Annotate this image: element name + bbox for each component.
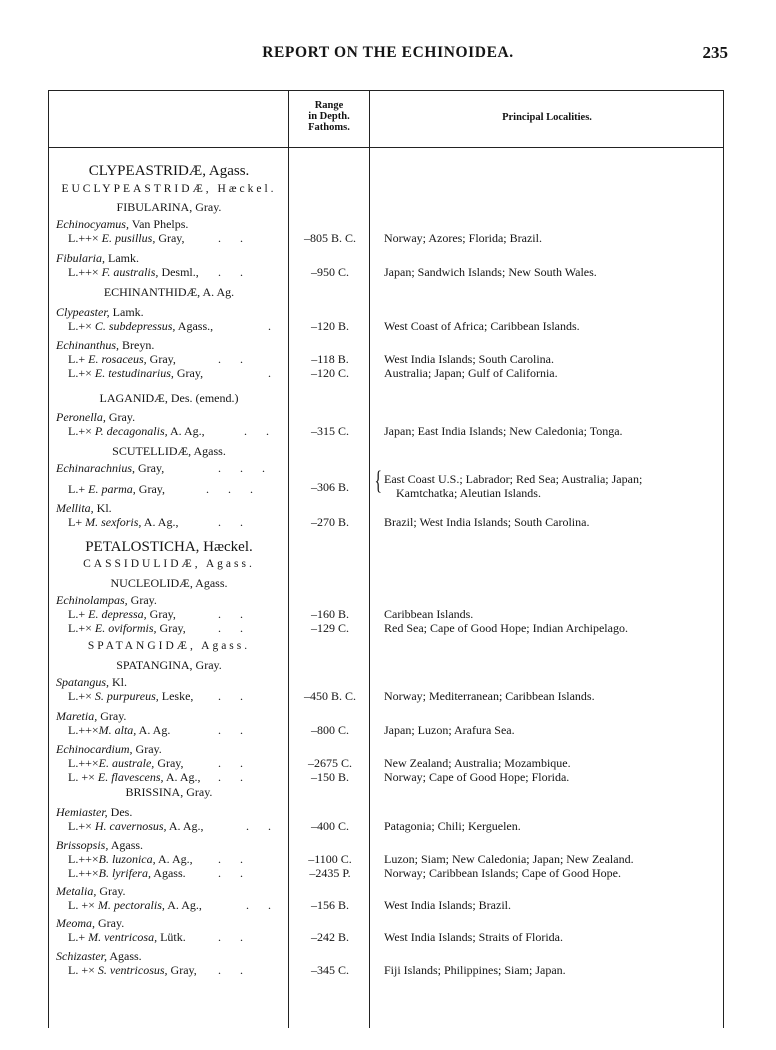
genus-entry <box>56 675 127 690</box>
leader-dots: . <box>268 319 279 333</box>
genus-author: Van Phelps. <box>128 217 189 231</box>
leader-dots: . <box>268 366 279 380</box>
page-number: 235 <box>702 43 728 62</box>
depth-value: –400 C. <box>310 819 349 833</box>
species-prefix: L.+× <box>68 424 95 438</box>
species-name: H. cavernosus, <box>94 819 167 833</box>
species-prefix: L.++× <box>68 723 99 737</box>
depth-value: –242 B. <box>310 930 349 944</box>
range-line-1: Range <box>314 100 344 111</box>
genus-author: Gray. <box>127 593 157 607</box>
depth-value: –450 B. C. <box>303 689 356 703</box>
locality-text: Red Sea; Cape of Good Hope; Indian Archipelago. <box>384 621 628 635</box>
species-entry <box>68 319 213 334</box>
species-author: A. Ag., <box>163 770 201 784</box>
species-entry <box>68 482 165 497</box>
genus-name: Mellita, <box>56 501 94 515</box>
column-header-range <box>290 100 368 133</box>
genus-author: Gray. <box>105 410 136 424</box>
genus-name: Fibularia, <box>56 251 106 265</box>
species-entry <box>68 756 184 771</box>
species-author: Agass. <box>150 866 186 880</box>
depth-value: –2675 C. <box>307 756 352 770</box>
locality-text: Brazil; West India Islands; South Carolina. <box>384 515 590 529</box>
genus-entry <box>56 305 144 320</box>
species-name: B. luzonica, <box>98 852 156 866</box>
leader-dots: . . <box>218 515 251 529</box>
species-prefix: L.++× <box>68 852 99 866</box>
species-author: Gray, <box>146 607 176 621</box>
species-author: Gray, <box>154 756 184 770</box>
family-heading: NUCLEOLIDÆ, Agass. <box>110 576 228 590</box>
leader-dots: . . <box>218 756 251 770</box>
depth-value: –805 B. C. <box>303 231 356 245</box>
species-entry <box>68 352 176 367</box>
genus-entry <box>56 709 126 724</box>
leader-dots: . . <box>218 930 251 944</box>
species-name: E. parma, <box>88 482 136 496</box>
depth-value: –120 B. <box>310 319 349 333</box>
genus-entry <box>56 410 135 425</box>
species-name: E. oviformis, <box>94 621 157 635</box>
locality-text: West India Islands; Brazil. <box>384 898 512 912</box>
species-name: E. pusillus, <box>101 231 156 245</box>
species-name: E. depressa, <box>88 607 147 621</box>
species-entry <box>68 898 202 913</box>
genus-author: Gray. <box>132 742 162 756</box>
locality-text: Luzon; Siam; New Caledonia; Japan; New Zealand. <box>384 852 634 866</box>
species-prefix: L.++× <box>68 265 102 279</box>
species-entry <box>68 621 186 636</box>
species-entry <box>68 689 193 704</box>
species-prefix: L.+ <box>68 607 89 621</box>
genus-name: Echinocyamus, <box>56 217 129 231</box>
genus-entry <box>56 593 157 608</box>
species-entry <box>68 265 199 280</box>
species-author: A. Ag., <box>155 852 193 866</box>
locality-text: Norway; Mediterranean; Caribbean Islands. <box>384 689 595 703</box>
locality-text: West India Islands; Straits of Florida. <box>384 930 564 944</box>
species-name: E. rosaceus, <box>88 352 147 366</box>
family-heading: BRISSINA, Gray. <box>125 785 213 799</box>
species-entry <box>68 930 186 945</box>
species-prefix: L.++× <box>68 866 99 880</box>
depth-value: –160 B. <box>310 607 349 621</box>
species-name: P. decagonalis, <box>94 424 168 438</box>
species-entry <box>68 723 170 738</box>
species-name: C. subdepressus, <box>94 319 176 333</box>
genus-entry <box>56 884 126 899</box>
locality-text: Japan; East India Islands; New Caledonia; Tonga. <box>384 424 623 438</box>
depth-value: –129 C. <box>310 621 349 635</box>
species-entry <box>68 770 201 785</box>
species-name: B. lyrifera, <box>98 866 151 880</box>
leader-dots: . . <box>246 898 279 912</box>
genus-author: Agass. <box>107 949 142 963</box>
genus-author: Lamk. <box>105 251 140 265</box>
species-author: Agass., <box>175 319 214 333</box>
locality-text: Japan; Luzon; Arafura Sea. <box>384 723 515 737</box>
genus-name: Echinolampas, <box>56 593 128 607</box>
family-heading: CASSIDULIDÆ, Agass. <box>83 558 255 570</box>
species-name: E. testudinarius, <box>94 366 174 380</box>
species-author: Leske, <box>158 689 194 703</box>
genus-name: Meoma, <box>56 916 95 930</box>
leader-dots: . . . <box>218 461 273 475</box>
genus-author: Kl. <box>109 675 128 689</box>
family-heading: ECHINANTHIDÆ, A. Ag. <box>103 285 235 299</box>
species-entry <box>68 852 193 867</box>
depth-value: –345 C. <box>310 963 349 977</box>
column-header-localities: Principal Localities. <box>502 112 592 123</box>
family-heading: FIBULARINA, Gray. <box>116 200 222 214</box>
family-heading: EUCLYPEASTRIDÆ, Hæckel. <box>61 183 277 195</box>
depth-value: –1100 C. <box>308 852 352 866</box>
species-prefix: L+ <box>68 515 86 529</box>
species-prefix: L.++× <box>68 756 99 770</box>
depth-value: –156 B. <box>310 898 349 912</box>
leader-dots: . . <box>218 689 251 703</box>
species-entry <box>68 963 197 978</box>
locality-text: East Coast U.S.; Labrador; Red Sea; Australia; Japan; <box>384 472 643 486</box>
depth-value: –150 B. <box>310 770 349 784</box>
genus-name: Hemiaster, <box>56 805 108 819</box>
locality-text: Japan; Sandwich Islands; New South Wales. <box>384 265 597 279</box>
genus-entry <box>56 217 188 232</box>
species-entry <box>68 607 176 622</box>
locality-text: Australia; Japan; Gulf of California. <box>384 366 558 380</box>
species-name: F. australis, <box>101 265 159 279</box>
genus-entry <box>56 838 143 853</box>
genus-author: Des. <box>107 805 133 819</box>
leader-dots: . . <box>218 963 251 977</box>
genus-author: Kl. <box>93 501 112 515</box>
genus-name: Spatangus, <box>56 675 110 689</box>
locality-text: Norway; Caribbean Islands; Cape of Good Hope. <box>384 866 621 880</box>
genus-entry <box>56 251 139 266</box>
locality-text: Norway; Azores; Florida; Brazil. <box>384 231 542 245</box>
genus-entry <box>56 501 112 516</box>
species-author: Gray, <box>135 482 165 496</box>
family-heading: CLYPEASTRIDÆ, Agass. <box>88 163 250 179</box>
leader-dots: . . <box>218 866 251 880</box>
locality-text: Kamtchatka; Aleutian Islands. <box>396 486 541 500</box>
species-prefix: L.+× <box>68 366 95 380</box>
genus-author: Lamk. <box>109 305 144 319</box>
genus-name: Peronella, <box>56 410 106 424</box>
genus-name: Echinarachnius, <box>56 461 135 475</box>
species-name: E. flavescens, <box>97 770 164 784</box>
genus-author: Gray. <box>96 884 126 898</box>
species-entry <box>68 366 203 381</box>
genus-entry <box>56 742 162 757</box>
genus-entry <box>56 338 154 353</box>
genus-entry <box>56 805 132 820</box>
leader-dots: . . <box>218 770 251 784</box>
genus-name: Clypeaster, <box>56 305 110 319</box>
genus-name: Schizaster, <box>56 949 107 963</box>
genus-author: Gray, <box>135 461 165 475</box>
depth-value: –118 B. <box>311 352 349 366</box>
species-name: E. australe, <box>98 756 155 770</box>
species-entry <box>68 819 204 834</box>
genus-entry <box>56 916 124 931</box>
species-prefix: L. +× <box>68 770 98 784</box>
family-heading: SCUTELLIDÆ, Agass. <box>112 444 226 458</box>
species-entry <box>68 231 185 246</box>
locality-text: West India Islands; South Carolina. <box>384 352 555 366</box>
species-author: A. Ag., <box>166 819 204 833</box>
depth-value: –800 C. <box>310 723 349 737</box>
species-entry <box>68 424 205 439</box>
family-heading: PETALOSTICHA, Hæckel. <box>85 539 253 555</box>
species-prefix: L.+× <box>68 621 95 635</box>
range-line-3: Fathoms. <box>308 122 350 133</box>
species-author: A. Ag., <box>164 898 202 912</box>
species-author: Gray, <box>173 366 204 380</box>
depth-value: –2435 P. <box>309 866 351 880</box>
leader-dots: . . <box>218 607 251 621</box>
brace-mark: { <box>374 466 382 495</box>
genus-entry <box>56 461 164 476</box>
running-header: REPORT ON THE ECHINOIDEA. <box>262 44 514 61</box>
species-prefix: L.+× <box>68 319 95 333</box>
family-heading: LAGANIDÆ, Des. (emend.) <box>99 391 239 405</box>
genus-author: Gray. <box>95 916 125 930</box>
species-author: Gray, <box>155 231 185 245</box>
leader-dots: . . <box>218 621 251 635</box>
leader-dots: . . <box>244 424 277 438</box>
locality-text: Fiji Islands; Philippines; Siam; Japan. <box>384 963 566 977</box>
species-author: Gray, <box>167 963 197 977</box>
species-prefix: L.+× <box>68 819 95 833</box>
genus-author: Agass. <box>108 838 144 852</box>
species-author: A. Ag., <box>141 515 179 529</box>
header-rule <box>48 147 724 148</box>
locality-text: Caribbean Islands. <box>384 607 474 621</box>
locality-text: New Zealand; Australia; Mozambique. <box>384 756 571 770</box>
range-line-2: in Depth. <box>308 111 350 122</box>
species-entry <box>68 515 178 530</box>
species-author: Lütk. <box>157 930 186 944</box>
species-prefix: L.+× <box>68 689 95 703</box>
species-name: M. alta, <box>98 723 137 737</box>
species-author: Gray, <box>146 352 176 366</box>
genus-author: Gray. <box>97 709 127 723</box>
species-prefix: L. +× <box>68 963 98 977</box>
genus-name: Maretia, <box>56 709 98 723</box>
species-prefix: L. +× <box>68 898 98 912</box>
leader-dots: . . <box>218 852 251 866</box>
species-prefix: L.+ <box>68 482 89 496</box>
family-heading: SPATANGIDÆ, Agass. <box>87 640 251 652</box>
family-heading: SPATANGINA, Gray. <box>116 658 222 672</box>
species-author: Desml., <box>158 265 199 279</box>
species-prefix: L.+ <box>68 930 89 944</box>
species-prefix: L.++× <box>68 231 102 245</box>
genus-name: Metalia, <box>56 884 97 898</box>
species-author: Gray, <box>156 621 186 635</box>
species-author: A. Ag., <box>167 424 205 438</box>
species-entry <box>68 866 186 881</box>
species-name: M. ventricosa, <box>88 930 158 944</box>
column-divider-depth <box>288 90 289 1028</box>
genus-name: Echinocardium, <box>56 742 133 756</box>
depth-value: –950 C. <box>310 265 349 279</box>
locality-text: West Coast of Africa; Caribbean Islands. <box>384 319 580 333</box>
column-divider-localities <box>369 90 370 1028</box>
genus-name: Echinanthus, <box>56 338 119 352</box>
depth-value: –315 C. <box>310 424 349 438</box>
genus-name: Brissopsis, <box>56 838 109 852</box>
leader-dots: . . <box>246 819 279 833</box>
genus-author: Breyn. <box>119 338 155 352</box>
leader-dots: . . . <box>206 482 261 496</box>
locality-text: Patagonia; Chili; Kerguelen. <box>384 819 521 833</box>
depth-value: –270 B. <box>310 515 349 529</box>
locality-text: Norway; Cape of Good Hope; Florida. <box>384 770 570 784</box>
genus-entry <box>56 949 142 964</box>
species-author: A. Ag. <box>136 723 171 737</box>
species-name: M. pectoralis, <box>97 898 165 912</box>
leader-dots: . . <box>218 231 251 245</box>
species-name: M. sexforis, <box>85 515 142 529</box>
leader-dots: . . <box>218 265 251 279</box>
leader-dots: . . <box>218 352 251 366</box>
species-prefix: L.+ <box>68 352 89 366</box>
leader-dots: . . <box>218 723 251 737</box>
depth-value: –306 B. <box>310 480 349 494</box>
species-name: S. ventricosus, <box>97 963 168 977</box>
depth-value: –120 C. <box>310 366 349 380</box>
species-name: S. purpureus, <box>94 689 159 703</box>
